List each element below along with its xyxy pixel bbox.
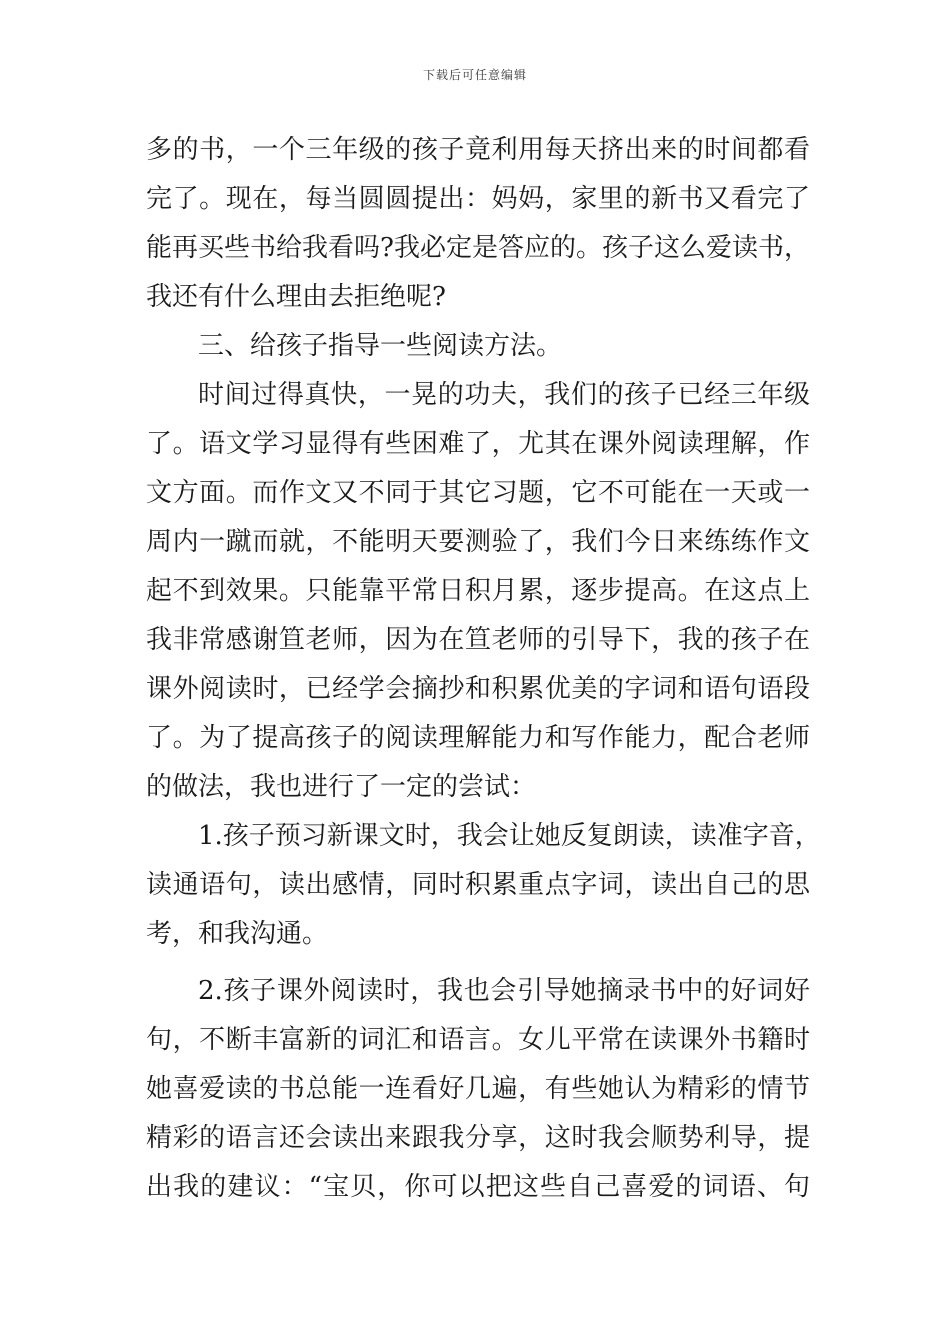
text-line: 周内一蹴而就，不能明天要测验了，我们今日来练练作文 [146, 527, 810, 557]
paragraph [146, 126, 810, 322]
document-body [146, 126, 821, 1212]
section-heading [146, 322, 810, 371]
text-line: 课外阅读时，已经学会摘抄和积累优美的字词和语句语段 [146, 674, 810, 704]
list-item [146, 812, 821, 959]
text-line: 时间过得真快，一晃的功夫，我们的孩子已经三年级 [198, 380, 810, 410]
text-line: 句，不断丰富新的词汇和语言。女儿平常在读课外书籍时 [146, 1025, 810, 1055]
text-line: 出我的建议：“宝贝，你可以把这些自己喜爱的词语、句 [146, 1172, 810, 1202]
text-line: 文方面。而作文又不同于其它习题，它不可能在一天或一 [146, 478, 810, 508]
text-line: 完了。现在，每当圆圆提出：妈妈，家里的新书又看完了 [146, 184, 810, 214]
text-line: 了。语文学习显得有些困难了，尤其在课外阅读理解，作 [146, 429, 810, 459]
text-line: 的做法，我也进行了一定的尝试： [146, 772, 537, 802]
text-line: 精彩的语言还会读出来跟我分享，这时我会顺势利导，提 [146, 1123, 810, 1153]
page-header: 下载后可任意编辑 [422, 68, 527, 82]
paragraph [146, 371, 810, 812]
text-line: 多的书，一个三年级的孩子竟利用每天挤出来的时间都看 [146, 135, 810, 165]
text-line: 起不到效果。只能靠平常日积月累，逐步提高。在这点上 [146, 576, 810, 606]
text-line: 我还有什么理由去拒绝呢? [146, 282, 446, 312]
list-item [146, 967, 810, 1212]
text-line: 2.孩子课外阅读时，我也会引导她摘录书中的好词好 [198, 976, 810, 1006]
text-line: 读通语句，读出感情，同时积累重点字词，读出自己的思 [146, 870, 810, 900]
text-line: 三、给孩子指导一些阅读方法。 [198, 331, 563, 361]
text-line: 她喜爱读的书总能一连看好几遍，有些她认为精彩的情节 [146, 1074, 810, 1104]
text-line: 1.孩子预习新课文时，我会让她反复朗读，读准字音， [198, 821, 821, 851]
text-line: 了。为了提高孩子的阅读理解能力和写作能力，配合老师 [146, 723, 810, 753]
text-line: 能再买些书给我看吗?我必定是答应的。孩子这么爱读书， [146, 233, 810, 263]
text-line: 我非常感谢笪老师，因为在笪老师的引导下，我的孩子在 [146, 625, 810, 655]
text-line: 考，和我沟通。 [146, 919, 329, 949]
